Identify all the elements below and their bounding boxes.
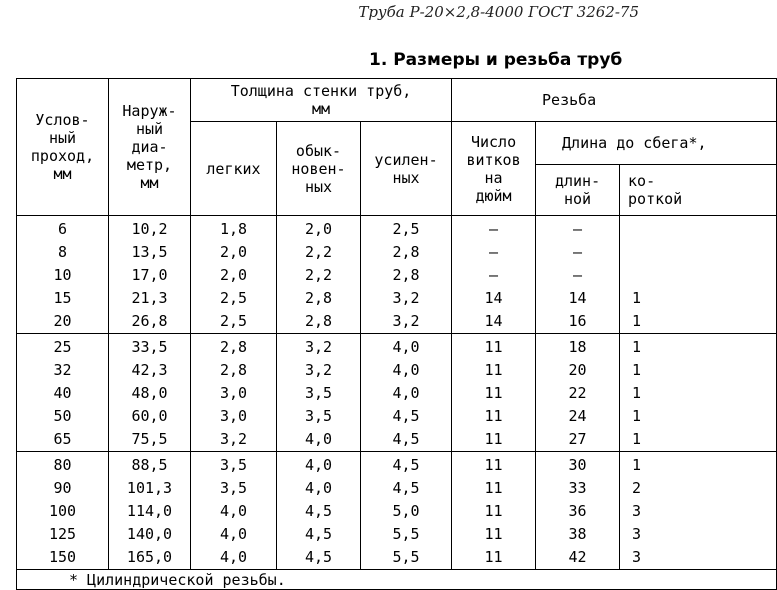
cell-value: 2,2 [304, 266, 333, 284]
table-row-group [17, 216, 777, 334]
cell-value: 33 [568, 479, 587, 497]
cell-threads-per-inch [452, 334, 536, 452]
cell-value: 40 [53, 384, 72, 402]
cell-value: 32 [53, 361, 72, 379]
cell-value: 2,0 [219, 266, 248, 284]
cell-value: 11 [484, 502, 503, 520]
cell-value: 11 [484, 430, 503, 448]
cell-value: 11 [484, 548, 503, 566]
cell-value: 3,5 [219, 456, 248, 474]
cell-value: 2 [632, 479, 642, 497]
cell-value: 22 [568, 384, 587, 402]
cell-value: 1 [632, 407, 642, 425]
header-ordinary: обык- новен- ных [277, 122, 361, 216]
cell-value: 36 [568, 502, 587, 520]
header-threads-per-inch: Число витков на дюйм [452, 122, 536, 216]
cell-threads-per-inch [452, 452, 536, 570]
cell-value: 2,0 [304, 220, 333, 238]
cell-value: 2,8 [392, 266, 420, 284]
cell-value: 24 [568, 407, 587, 425]
cell-value: 3,2 [304, 338, 333, 356]
cell-value: 20 [568, 361, 587, 379]
cell-value: 3,0 [219, 384, 248, 402]
cell-long [536, 216, 620, 334]
cell-value: 11 [484, 384, 503, 402]
cell-outer-diameter [109, 216, 191, 334]
cell-nominal-bore [17, 334, 109, 452]
table-body [17, 216, 777, 570]
header-long: длин- ной [536, 165, 620, 216]
cell-value: 2,8 [304, 289, 333, 307]
cell-value: 80 [53, 456, 72, 474]
cell-value: 5,0 [392, 502, 420, 520]
cell-value: 3,2 [392, 289, 420, 307]
cell-short [620, 216, 777, 334]
cell-value: 11 [484, 525, 503, 543]
cell-value: 13,5 [131, 243, 168, 261]
cell-value: 11 [484, 479, 503, 497]
cell-value: 50 [53, 407, 72, 425]
cell-value: 101,3 [126, 479, 173, 497]
cell-value: 11 [484, 456, 503, 474]
cell-value: 8 [57, 243, 68, 261]
cell-value: 4,5 [304, 548, 333, 566]
cell-value: 3,5 [304, 407, 333, 425]
cell-value: 4,0 [304, 479, 333, 497]
cell-value: 42 [568, 548, 587, 566]
cell-value: 2,5 [219, 312, 248, 330]
cell-value: 2,8 [304, 312, 333, 330]
header-wall-thickness: Толщина стенки труб, мм [191, 79, 452, 122]
cell-value: 140,0 [126, 525, 173, 543]
cell-value: 14 [568, 289, 587, 307]
cell-value: 3 [632, 502, 642, 520]
cell-value: 1,8 [219, 220, 248, 238]
cell-value: 1 [632, 430, 642, 448]
cell-value: 60,0 [131, 407, 168, 425]
cell-value: 2,0 [219, 243, 248, 261]
cell-value: – [489, 220, 499, 238]
cell-value: 10,2 [131, 220, 168, 238]
cell-value: 3 [632, 548, 642, 566]
cell-value: 17,0 [131, 266, 168, 284]
cell-light [191, 216, 277, 334]
cell-value: – [573, 266, 583, 284]
cell-value: 3,2 [392, 312, 420, 330]
cell-light [191, 334, 277, 452]
table-title: 1. Размеры и резьба труб [369, 50, 623, 70]
cell-value: 30 [568, 456, 587, 474]
cell-value: 16 [568, 312, 587, 330]
cell-value [632, 264, 776, 287]
header-runout-length: Длина до сбега*, [536, 122, 777, 165]
cell-value: 27 [568, 430, 587, 448]
table-frame [16, 78, 707, 589]
cell-threads-per-inch [452, 216, 536, 334]
cell-value: 6 [57, 220, 68, 238]
cell-value: 5,5 [392, 548, 420, 566]
cell-short [620, 334, 777, 452]
pipe-dimensions-table [16, 78, 777, 590]
cell-value: 2,8 [219, 338, 248, 356]
cell-value: 11 [484, 407, 503, 425]
cell-nominal-bore [17, 216, 109, 334]
cell-value: 15 [53, 289, 72, 307]
cell-value: 4,0 [304, 430, 333, 448]
header-short: ко- роткой [620, 165, 777, 216]
cell-outer-diameter [109, 334, 191, 452]
cell-value: 1 [632, 312, 642, 330]
cell-value: 4,0 [219, 502, 248, 520]
cell-value: 10 [53, 266, 72, 284]
cell-value: 4,5 [392, 456, 420, 474]
cell-value: 42,3 [131, 361, 168, 379]
header-nominal-bore: Услов- ный проход, мм [17, 79, 109, 216]
cell-value: 4,0 [219, 548, 248, 566]
cell-nominal-bore [17, 452, 109, 570]
cell-value: 48,0 [131, 384, 168, 402]
cell-value: 150 [48, 548, 77, 566]
cell-ordinary [277, 216, 361, 334]
cell-value: 4,5 [304, 525, 333, 543]
footnote: * Цилиндрической резьбы. [17, 570, 777, 590]
cell-value: 4,5 [392, 430, 420, 448]
cell-value: 33,5 [131, 338, 168, 356]
cell-value: 14 [484, 312, 503, 330]
cell-light [191, 452, 277, 570]
cell-value: 1 [632, 289, 642, 307]
cell-value: 4,5 [304, 502, 333, 520]
cell-value: 4,0 [392, 338, 420, 356]
table-row-group [17, 334, 777, 452]
cell-reinforced [361, 216, 452, 334]
cell-value: 1 [632, 338, 642, 356]
cell-value: – [573, 243, 583, 261]
document-reference: Труба Р-20×2,8-4000 ГОСТ 3262-75 [358, 3, 639, 21]
cell-value: 2,8 [219, 361, 248, 379]
cell-value: 3,5 [304, 384, 333, 402]
cell-value: 4,0 [392, 361, 420, 379]
cell-value: 2,8 [392, 243, 420, 261]
cell-value: 26,8 [131, 312, 168, 330]
cell-value: 3,2 [219, 430, 248, 448]
cell-value: 3,2 [304, 361, 333, 379]
cell-value: – [489, 266, 499, 284]
cell-value: 1 [632, 384, 642, 402]
cell-value: 2,5 [392, 220, 420, 238]
cell-value: 18 [568, 338, 587, 356]
cell-value: 3 [632, 525, 642, 543]
table-row-group [17, 452, 777, 570]
cell-short [620, 452, 777, 570]
cell-value: 1 [632, 361, 642, 379]
cell-value: 3,0 [219, 407, 248, 425]
cell-value: 90 [53, 479, 72, 497]
header-outer-diameter: Наруж- ный диа- метр, мм [109, 79, 191, 216]
header-reinforced: усилен- ных [361, 122, 452, 216]
cell-value: 11 [484, 338, 503, 356]
cell-long [536, 452, 620, 570]
cell-value: 20 [53, 312, 72, 330]
cell-value: 114,0 [126, 502, 173, 520]
cell-value: 4,0 [304, 456, 333, 474]
cell-value: 5,5 [392, 525, 420, 543]
cell-value: 3,5 [219, 479, 248, 497]
header-thread: Резьба [452, 79, 777, 122]
cell-value: 165,0 [126, 548, 173, 566]
cell-value: 4,5 [392, 479, 420, 497]
cell-ordinary [277, 334, 361, 452]
cell-value: 1 [632, 456, 642, 474]
cell-value: 25 [53, 338, 72, 356]
cell-value: 125 [48, 525, 77, 543]
cell-long [536, 334, 620, 452]
cell-value: 2,5 [219, 289, 248, 307]
cell-reinforced [361, 452, 452, 570]
cell-value: 75,5 [131, 430, 168, 448]
cell-value: 21,3 [131, 289, 168, 307]
cell-value: 100 [48, 502, 77, 520]
cell-value: – [573, 220, 583, 238]
cell-value: 4,0 [392, 384, 420, 402]
cell-value [632, 241, 776, 264]
cell-value: 88,5 [131, 456, 168, 474]
cell-value: 65 [53, 430, 72, 448]
cell-value: – [489, 243, 499, 261]
cell-value: 38 [568, 525, 587, 543]
cell-outer-diameter [109, 452, 191, 570]
cell-value: 2,2 [304, 243, 333, 261]
cell-value: 4,5 [392, 407, 420, 425]
cell-value: 14 [484, 289, 503, 307]
cell-value [632, 218, 776, 241]
cell-reinforced [361, 334, 452, 452]
header-light: легких [191, 122, 277, 216]
cell-value: 11 [484, 361, 503, 379]
cell-ordinary [277, 452, 361, 570]
cell-value: 4,0 [219, 525, 248, 543]
